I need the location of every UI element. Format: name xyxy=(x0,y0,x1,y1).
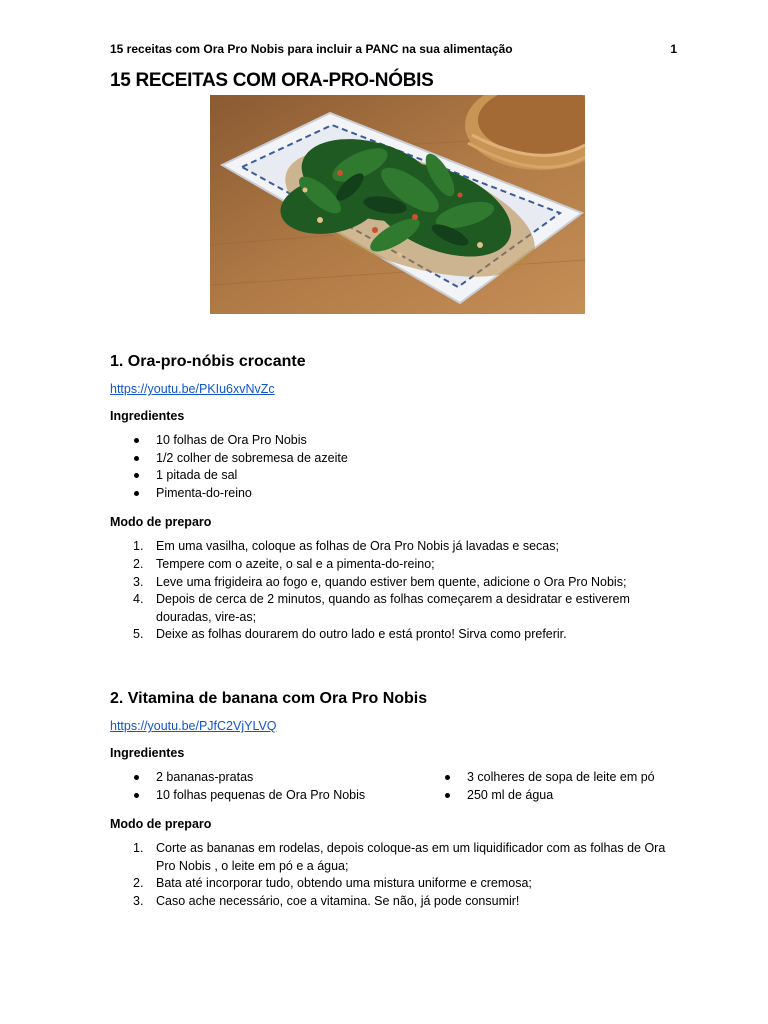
sauteed-greens-illustration xyxy=(210,95,585,314)
step-text: Tempere com o azeite, o sal e a pimenta-do-reino; xyxy=(156,556,435,571)
list-item: 1. Corte as bananas em rodelas, depois coloque-as em um liquidificador com as folhas de Ora Pro Nobis , o leite em pó e a água; xyxy=(133,841,666,873)
step-text: Caso ache necessário, coe a vitamina. Se não, já pode consumir! xyxy=(156,893,520,908)
list-item: 250 ml de água xyxy=(421,787,681,805)
list-item: 1. Em uma vasilha, coloque as folhas de Ora Pro Nobis já lavadas e secas; xyxy=(133,539,559,554)
steps-list xyxy=(110,538,682,644)
method-label: Modo de preparo xyxy=(110,817,212,832)
list-item: 2. Bata até incorporar tudo, obtendo uma mistura uniforme e cremosa; xyxy=(133,876,532,891)
step-text: Bata até incorporar tudo, obtendo uma mistura uniforme e cremosa; xyxy=(156,876,532,891)
ingredients-label: Ingredientes xyxy=(110,409,185,423)
step-text: Depois de cerca de 2 minutos, quando as folhas começarem a desidratar e estiverem douradas, vire-as; xyxy=(156,592,630,624)
list-item: 2 bananas-pratas xyxy=(110,769,421,787)
list-item: 2. Tempere com o azeite, o sal e a pimenta-do-reino; xyxy=(133,556,435,571)
ingredients-columns xyxy=(110,769,682,804)
list-item: 5. Deixe as folhas dourarem do outro lado e está pronto! Sirva como preferir. xyxy=(133,627,567,642)
ingredients-list-right xyxy=(421,769,681,804)
running-header xyxy=(110,42,677,56)
ingredients-list xyxy=(110,432,682,502)
page-number: 1 xyxy=(670,42,677,56)
ingredients-label: Ingredientes xyxy=(110,746,185,760)
ingredients-list-left xyxy=(110,769,421,804)
step-text: Corte as bananas em rodelas, depois coloque-as em um liquidificador com as folhas de Ora Pro Nobis , o leite em pó e a água; xyxy=(156,841,666,873)
step-text: Em uma vasilha, coloque as folhas de Ora Pro Nobis já lavadas e secas; xyxy=(156,539,559,554)
video-link[interactable]: https://youtu.be/PJfC2VjYLVQ xyxy=(110,719,277,733)
list-item: 3 colheres de sopa de leite em pó xyxy=(421,769,681,787)
list-item: 1/2 colher de sobremesa de azeite xyxy=(110,450,682,468)
list-item: 3. Leve uma frigideira ao fogo e, quando estiver bem quente, adicione o Ora Pro Nobis; xyxy=(133,574,627,589)
document-title: 15 RECEITAS COM ORA-PRO-NÓBIS xyxy=(110,70,434,91)
list-item: 4. Depois de cerca de 2 minutos, quando as folhas começarem a desidratar e estiverem douradas, vire-as; xyxy=(133,592,630,624)
step-text: Deixe as folhas dourarem do outro lado e está pronto! Sirva como preferir. xyxy=(156,627,567,642)
list-item: Pimenta-do-reino xyxy=(110,485,682,503)
list-item: 3. Caso ache necessário, coe a vitamina. Se não, já pode consumir! xyxy=(133,893,520,908)
list-item: 10 folhas de Ora Pro Nobis xyxy=(110,432,682,450)
recipe-heading: 1. Ora-pro-nóbis crocante xyxy=(110,353,306,370)
method-label: Modo de preparo xyxy=(110,515,212,530)
recipe-heading: 2. Vitamina de banana com Ora Pro Nobis xyxy=(110,690,428,707)
steps-list xyxy=(110,840,682,910)
step-text: Leve uma frigideira ao fogo e, quando estiver bem quente, adicione o Ora Pro Nobis; xyxy=(156,574,627,589)
recipe-1 xyxy=(110,353,682,644)
recipe-2 xyxy=(110,690,682,911)
list-item: 1 pitada de sal xyxy=(110,467,682,485)
video-link[interactable]: https://youtu.be/PKIu6xvNvZc xyxy=(110,382,275,396)
running-title: 15 receitas com Ora Pro Nobis para incluir a PANC na sua alimentação xyxy=(110,42,513,56)
list-item: 10 folhas pequenas de Ora Pro Nobis xyxy=(110,787,421,805)
dish-photo xyxy=(210,95,585,314)
